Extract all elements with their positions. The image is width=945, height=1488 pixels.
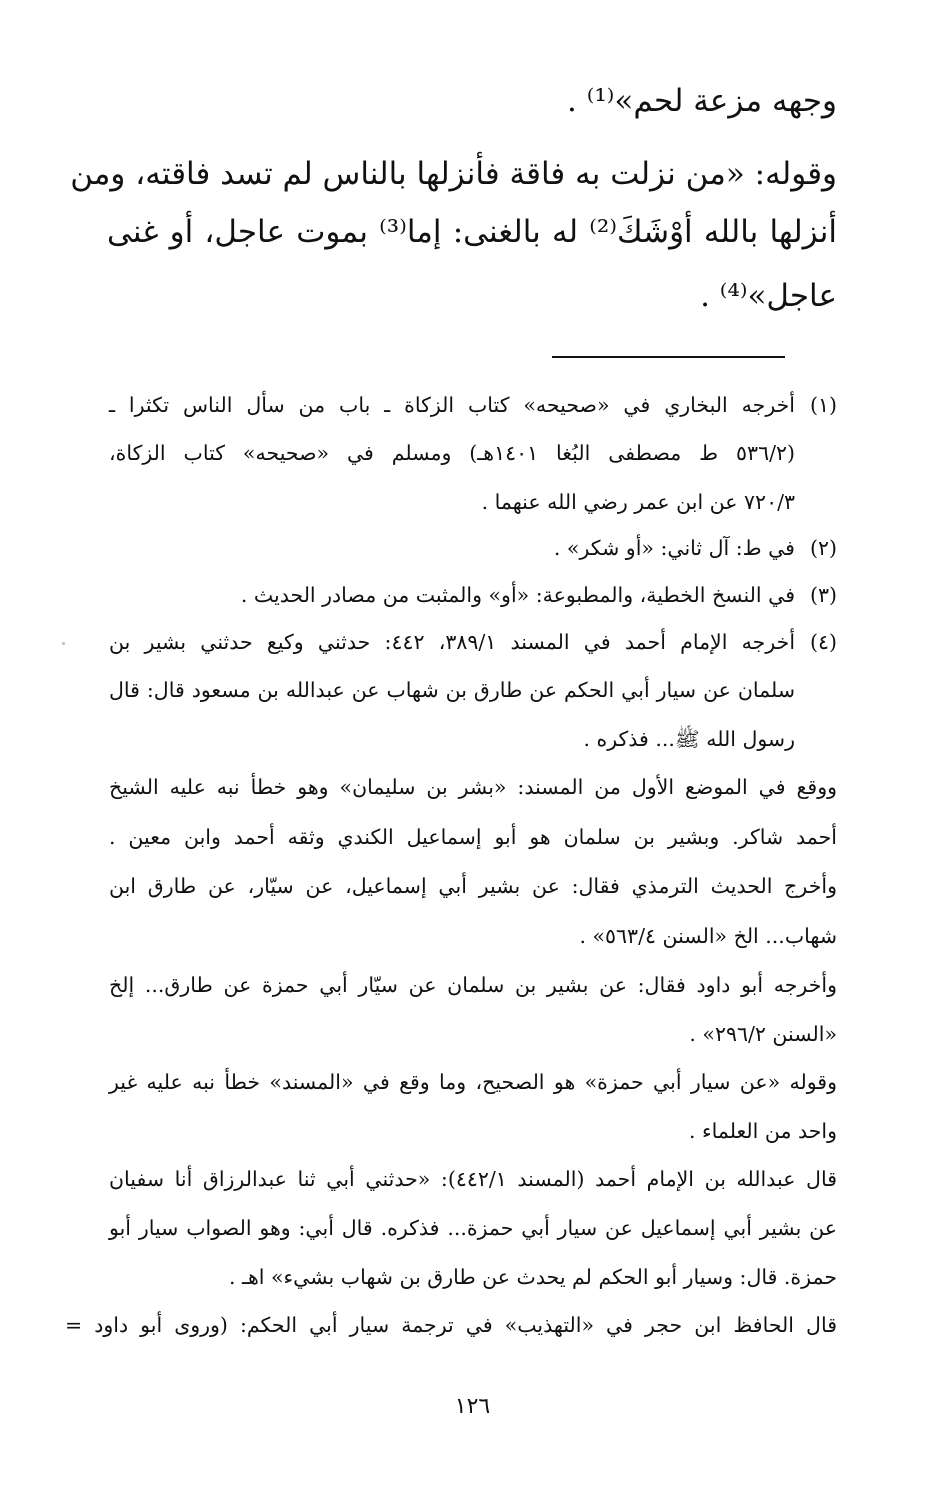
continuation-line-8: واحد من العلماء . xyxy=(688,1119,837,1143)
continuation-line-5: وأخرجه أبو داود فقال: عن بشير بن سلمان عن سيّار أبي حمزة عن طارق... إلخ xyxy=(109,973,837,997)
continuation-line-4: شهاب... الخ «السنن ٥٦٣/٤» . xyxy=(579,924,837,948)
main-text-line-2: وقوله: «من نزلت به فاقة فأنزلها بالناس لم تسد فاقته، ومن xyxy=(70,156,837,192)
main-text-line-3: أنزلها بالله أوْشَكَ⁽²⁾ له بالغنى: إما⁽³⁾ بموت عاجل، أو غنى xyxy=(107,214,837,250)
footnote-1-line-3: ٧٢٠/٣ عن ابن عمر رضي الله عنهما . xyxy=(481,490,795,514)
footnote-number-1: (١) xyxy=(809,393,837,417)
footnote-number-3: (٣) xyxy=(809,583,837,607)
footnote-1-line-1: أخرجه البخاري في «صحيحه» كتاب الزكاة ـ باب من سأل الناس تكثرا ـ xyxy=(109,393,795,417)
footnote-4-line-1: أخرجه الإمام أحمد في المسند ٣٨٩/١، ٤٤٢: حدثني وكيع حدثني بشير بن xyxy=(109,630,796,654)
main-text-line-1: وجهه مزعة لحم»⁽¹⁾ . xyxy=(566,83,837,119)
continuation-line-1: ووقع في الموضع الأول من المسند: «بشر بن سليمان» وهو خطأ نبه عليه الشيخ xyxy=(109,775,837,799)
continuation-line-6: «السنن ٢٩٦/٢» . xyxy=(689,1022,837,1046)
footnote-4-line-2: سلمان عن سيار أبي الحكم عن طارق بن شهاب عن عبدالله بن مسعود قال: قال xyxy=(109,678,795,702)
footnote-3-line-1: في النسخ الخطية، والمطبوعة: «أو» والمثبت من مصادر الحديث . xyxy=(240,583,795,607)
continuation-line-12: قال الحافظ ابن حجر في «التهذيب» في ترجمة سيار أبي الحكم: (وروى أبو داود = xyxy=(65,1313,837,1337)
continuation-line-10: عن بشير أبي إسماعيل عن سيار أبي حمزة... فذكره. قال أبي: وهو الصواب سيار أبو xyxy=(109,1216,837,1240)
continuation-line-2: أحمد شاكر. وبشير بن سلمان هو أبو إسماعيل الكندي وثقه أحمد وابن معين . xyxy=(109,825,837,849)
scan-speck xyxy=(62,642,65,645)
footnote-2-line-1: في ط: آل ثاني: «أو شكر» . xyxy=(553,536,795,560)
footnote-1-line-2: (٥٣٦/٢ ط مصطفى البُغا ١٤٠١هـ) ومسلم في «صحيحه» كتاب الزكاة، xyxy=(109,441,795,465)
main-text-line-4: عاجل»⁽⁴⁾ . xyxy=(700,278,837,314)
footnote-separator xyxy=(552,356,785,358)
footnote-number-4: (٤) xyxy=(809,630,837,654)
continuation-line-9: قال عبدالله بن الإمام أحمد (المسند ٤٤٢/١): «حدثني أبي ثنا عبدالرزاق أنا سفيان xyxy=(109,1167,837,1191)
continuation-line-7: وقوله «عن سيار أبي حمزة» هو الصحيح، وما وقع في «المسند» خطأ نبه عليه غير xyxy=(109,1070,837,1094)
footnote-4-line-3: رسول الله ﷺ... فذكره . xyxy=(583,727,795,751)
continuation-line-3: وأخرج الحديث الترمذي فقال: عن بشير أبي إسماعيل، عن سيّار، عن طارق ابن xyxy=(109,874,837,898)
continuation-line-11: حمزة. قال: وسيار أبو الحكم لم يحدث عن طارق بن شهاب بشيء» اهـ . xyxy=(228,1265,837,1289)
footnote-number-2: (٢) xyxy=(809,536,837,560)
page-number: ١٢٦ xyxy=(454,1394,491,1419)
